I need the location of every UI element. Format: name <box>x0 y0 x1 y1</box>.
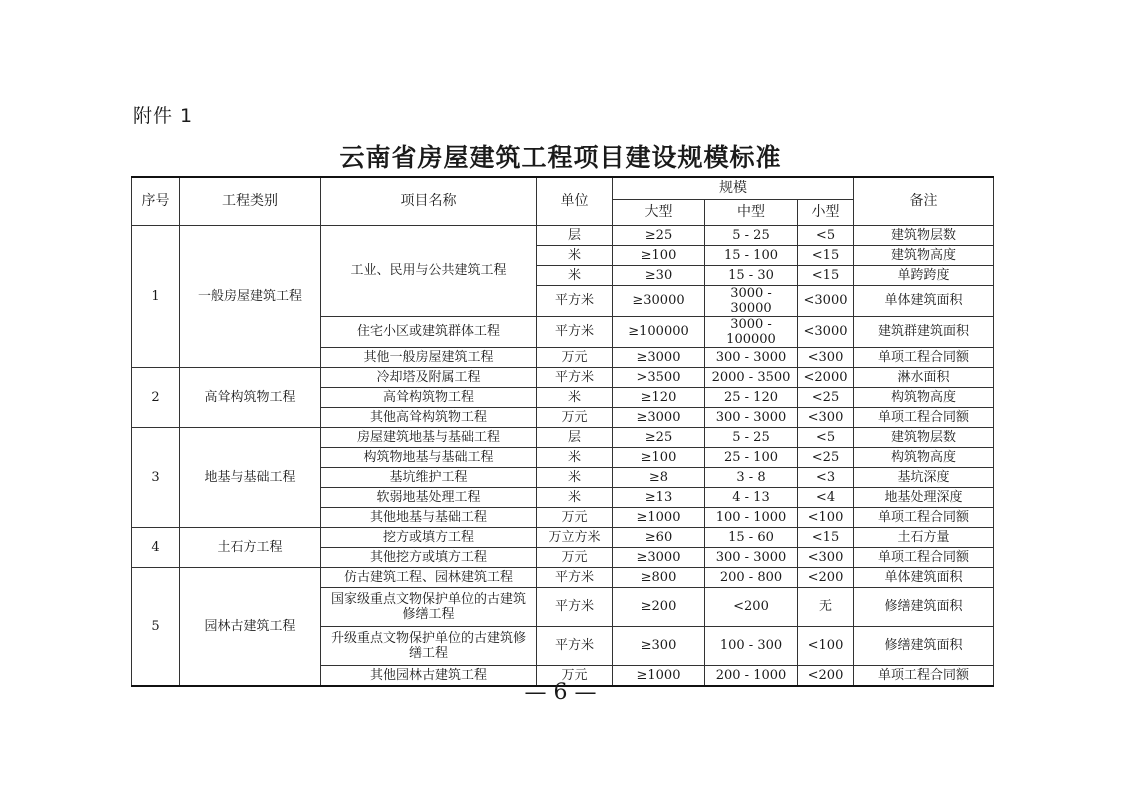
unit-cell: 平方米 <box>537 367 613 387</box>
remark-cell: 修缮建筑面积 <box>854 626 994 665</box>
small-scale-cell: <300 <box>798 407 854 427</box>
item-name: 仿古建筑工程、园林建筑工程 <box>321 567 537 587</box>
large-scale-cell: ≥100000 <box>613 316 705 347</box>
header-medium: 中型 <box>705 199 798 225</box>
item-name: 其他一般房屋建筑工程 <box>321 347 537 367</box>
remark-cell: 建筑物层数 <box>854 225 994 245</box>
small-scale-cell: 无 <box>798 587 854 626</box>
remark-cell: 基坑深度 <box>854 467 994 487</box>
medium-scale-cell: 15 - 60 <box>705 527 798 547</box>
large-scale-cell: ≥300 <box>613 626 705 665</box>
unit-cell: 米 <box>537 245 613 265</box>
remark-cell: 单项工程合同额 <box>854 665 994 686</box>
remark-cell: 单跨跨度 <box>854 265 994 285</box>
group-category: 高耸构筑物工程 <box>180 367 321 427</box>
small-scale-cell: <2000 <box>798 367 854 387</box>
medium-scale-cell: 300 - 3000 <box>705 547 798 567</box>
small-scale-cell: <5 <box>798 225 854 245</box>
medium-scale-cell: 4 - 13 <box>705 487 798 507</box>
group-category: 园林古建筑工程 <box>180 567 321 686</box>
item-name: 基坑维护工程 <box>321 467 537 487</box>
large-scale-cell: ≥3000 <box>613 547 705 567</box>
remark-cell: 单项工程合同额 <box>854 347 994 367</box>
large-scale-cell: ≥100 <box>613 245 705 265</box>
small-scale-cell: <3 <box>798 467 854 487</box>
medium-scale-cell: 15 - 30 <box>705 265 798 285</box>
small-scale-cell: <15 <box>798 265 854 285</box>
header-scale: 规模 <box>613 177 854 199</box>
item-name: 升级重点文物保护单位的古建筑修缮工程 <box>321 626 537 665</box>
item-name: 工业、民用与公共建筑工程 <box>321 225 537 316</box>
group-number: 1 <box>132 225 180 367</box>
unit-cell: 平方米 <box>537 567 613 587</box>
item-name: 国家级重点文物保护单位的古建筑修缮工程 <box>321 587 537 626</box>
group-number: 4 <box>132 527 180 567</box>
remark-cell: 单体建筑面积 <box>854 567 994 587</box>
unit-cell: 万元 <box>537 547 613 567</box>
item-name: 房屋建筑地基与基础工程 <box>321 427 537 447</box>
unit-cell: 米 <box>537 447 613 467</box>
table-body <box>132 225 994 686</box>
medium-scale-cell: 5 - 25 <box>705 225 798 245</box>
small-scale-cell: <200 <box>798 567 854 587</box>
medium-scale-cell: 300 - 3000 <box>705 407 798 427</box>
group-category: 一般房屋建筑工程 <box>180 225 321 367</box>
item-name: 其他园林古建筑工程 <box>321 665 537 686</box>
unit-cell: 层 <box>537 225 613 245</box>
unit-cell: 米 <box>537 487 613 507</box>
item-name: 构筑物地基与基础工程 <box>321 447 537 467</box>
attachment-label: 附件 1 <box>133 105 194 127</box>
medium-scale-cell: 100 - 300 <box>705 626 798 665</box>
item-name: 其他地基与基础工程 <box>321 507 537 527</box>
table-row <box>132 527 994 547</box>
remark-cell: 淋水面积 <box>854 367 994 387</box>
large-scale-cell: ≥30 <box>613 265 705 285</box>
table-row <box>132 225 994 245</box>
unit-cell: 平方米 <box>537 587 613 626</box>
large-scale-cell: >3500 <box>613 367 705 387</box>
large-scale-cell: ≥800 <box>613 567 705 587</box>
header-large: 大型 <box>613 199 705 225</box>
unit-cell: 米 <box>537 467 613 487</box>
large-scale-cell: ≥25 <box>613 225 705 245</box>
large-scale-cell: ≥200 <box>613 587 705 626</box>
table-header <box>132 177 994 225</box>
group-number: 5 <box>132 567 180 686</box>
group-number: 3 <box>132 427 180 527</box>
large-scale-cell: ≥3000 <box>613 407 705 427</box>
header-unit: 单位 <box>537 177 613 225</box>
unit-cell: 万立方米 <box>537 527 613 547</box>
header-category: 工程类别 <box>180 177 321 225</box>
unit-cell: 层 <box>537 427 613 447</box>
header-no: 序号 <box>132 177 180 225</box>
remark-cell: 构筑物高度 <box>854 447 994 467</box>
remark-cell: 单项工程合同额 <box>854 547 994 567</box>
small-scale-cell: <4 <box>798 487 854 507</box>
large-scale-cell: ≥100 <box>613 447 705 467</box>
small-scale-cell: <3000 <box>798 316 854 347</box>
header-remark: 备注 <box>854 177 994 225</box>
small-scale-cell: <300 <box>798 547 854 567</box>
remark-cell: 土石方量 <box>854 527 994 547</box>
medium-scale-cell: 3 - 8 <box>705 467 798 487</box>
medium-scale-cell: 15 - 100 <box>705 245 798 265</box>
large-scale-cell: ≥8 <box>613 467 705 487</box>
remark-cell: 单项工程合同额 <box>854 407 994 427</box>
item-name: 高耸构筑物工程 <box>321 387 537 407</box>
large-scale-cell: ≥1000 <box>613 507 705 527</box>
small-scale-cell: <100 <box>798 507 854 527</box>
unit-cell: 万元 <box>537 507 613 527</box>
unit-cell: 平方米 <box>537 316 613 347</box>
large-scale-cell: ≥30000 <box>613 285 705 316</box>
medium-scale-cell: 100 - 1000 <box>705 507 798 527</box>
medium-scale-cell: 3000 - 30000 <box>705 285 798 316</box>
small-scale-cell: <5 <box>798 427 854 447</box>
header-item: 项目名称 <box>321 177 537 225</box>
large-scale-cell: ≥60 <box>613 527 705 547</box>
unit-cell: 米 <box>537 387 613 407</box>
small-scale-cell: <200 <box>798 665 854 686</box>
medium-scale-cell: 3000 - 100000 <box>705 316 798 347</box>
group-category: 地基与基础工程 <box>180 427 321 527</box>
remark-cell: 单体建筑面积 <box>854 285 994 316</box>
large-scale-cell: ≥25 <box>613 427 705 447</box>
unit-cell: 万元 <box>537 347 613 367</box>
item-name: 软弱地基处理工程 <box>321 487 537 507</box>
unit-cell: 万元 <box>537 407 613 427</box>
large-scale-cell: ≥120 <box>613 387 705 407</box>
item-name: 挖方或填方工程 <box>321 527 537 547</box>
medium-scale-cell: 25 - 100 <box>705 447 798 467</box>
small-scale-cell: <15 <box>798 527 854 547</box>
table-row <box>132 367 994 387</box>
scale-standard-table <box>131 176 994 687</box>
large-scale-cell: ≥13 <box>613 487 705 507</box>
remark-cell: 单项工程合同额 <box>854 507 994 527</box>
document-title: 云南省房屋建筑工程项目建设规模标准 <box>339 143 782 172</box>
medium-scale-cell: 5 - 25 <box>705 427 798 447</box>
unit-cell: 平方米 <box>537 626 613 665</box>
header-small: 小型 <box>798 199 854 225</box>
item-name: 其他挖方或填方工程 <box>321 547 537 567</box>
unit-cell: 万元 <box>537 665 613 686</box>
remark-cell: 建筑物层数 <box>854 427 994 447</box>
small-scale-cell: <25 <box>798 447 854 467</box>
unit-cell: 米 <box>537 265 613 285</box>
remark-cell: 地基处理深度 <box>854 487 994 507</box>
medium-scale-cell: 200 - 1000 <box>705 665 798 686</box>
unit-cell: 平方米 <box>537 285 613 316</box>
remark-cell: 建筑物高度 <box>854 245 994 265</box>
table-row <box>132 427 994 447</box>
item-name: 冷却塔及附属工程 <box>321 367 537 387</box>
remark-cell: 构筑物高度 <box>854 387 994 407</box>
group-number: 2 <box>132 367 180 427</box>
small-scale-cell: <300 <box>798 347 854 367</box>
small-scale-cell: <15 <box>798 245 854 265</box>
page-number: — 6 — <box>524 680 597 705</box>
small-scale-cell: <3000 <box>798 285 854 316</box>
table-row <box>132 567 994 587</box>
item-name: 住宅小区或建筑群体工程 <box>321 316 537 347</box>
medium-scale-cell: 25 - 120 <box>705 387 798 407</box>
remark-cell: 建筑群建筑面积 <box>854 316 994 347</box>
remark-cell: 修缮建筑面积 <box>854 587 994 626</box>
medium-scale-cell: 200 - 800 <box>705 567 798 587</box>
medium-scale-cell: <200 <box>705 587 798 626</box>
group-category: 土石方工程 <box>180 527 321 567</box>
small-scale-cell: <100 <box>798 626 854 665</box>
large-scale-cell: ≥1000 <box>613 665 705 686</box>
item-name: 其他高耸构筑物工程 <box>321 407 537 427</box>
large-scale-cell: ≥3000 <box>613 347 705 367</box>
medium-scale-cell: 300 - 3000 <box>705 347 798 367</box>
small-scale-cell: <25 <box>798 387 854 407</box>
medium-scale-cell: 2000 - 3500 <box>705 367 798 387</box>
